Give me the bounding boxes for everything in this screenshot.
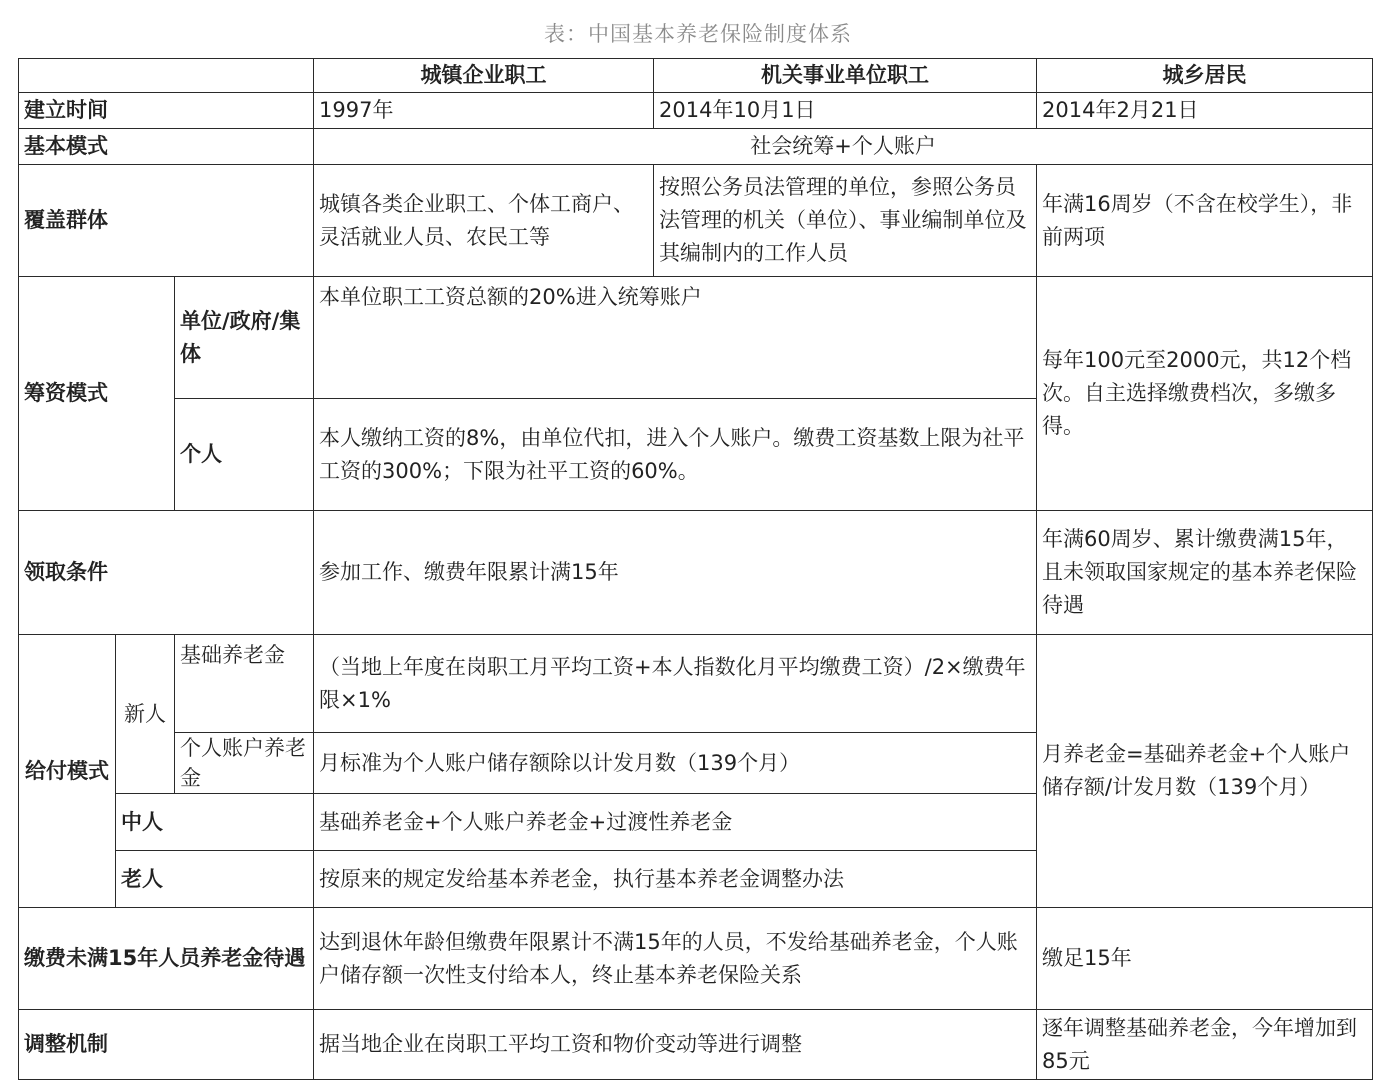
label-payout-new: 新人 (116, 635, 175, 794)
payout-middle-value: 基础养老金+个人账户养老金+过渡性养老金 (314, 794, 1037, 851)
header-urban-rural-resident: 城乡居民 (1037, 59, 1373, 93)
row-funding-unit (19, 277, 1373, 399)
mode-value: 社会统筹+个人账户 (314, 129, 1373, 165)
label-funding: 筹资模式 (19, 277, 175, 511)
label-under15: 缴费未满15年人员养老金待遇 (19, 908, 314, 1010)
label-funding-unit: 单位/政府/集体 (175, 277, 314, 399)
coverage-urban: 城镇各类企业职工、个体工商户、灵活就业人员、农民工等 (314, 165, 654, 277)
adjust-resident: 逐年调整基础养老金，今年增加到85元 (1037, 1010, 1373, 1080)
under15-resident: 缴足15年 (1037, 908, 1373, 1010)
header-row (19, 59, 1373, 93)
coverage-government: 按照公务员法管理的单位，参照公务员法管理的机关（单位）、事业编制单位及其编制内的工作人员 (654, 165, 1037, 277)
payout-basic-value: （当地上年度在岗职工月平均工资+本人指数化月平均缴费工资）/2×缴费年限×1% (314, 635, 1037, 733)
label-funding-individual: 个人 (175, 399, 314, 511)
establish-resident: 2014年2月21日 (1037, 93, 1373, 129)
under15-value: 达到退休年龄但缴费年限累计不满15年的人员，不发给基础养老金，个人账户储存额一次性支付给本人，终止基本养老保险关系 (314, 908, 1037, 1010)
label-eligibility: 领取条件 (19, 511, 314, 635)
eligibility-value: 参加工作、缴费年限累计满15年 (314, 511, 1037, 635)
eligibility-resident: 年满60周岁、累计缴费满15年，且未领取国家规定的基本养老保险待遇 (1037, 511, 1373, 635)
coverage-resident: 年满16周岁（不含在校学生），非前两项 (1037, 165, 1373, 277)
row-under15 (19, 908, 1373, 1010)
label-payout: 给付模式 (19, 635, 116, 908)
funding-resident: 每年100元至2000元，共12个档次。自主选择缴费档次，多缴多得。 (1037, 277, 1373, 511)
pension-system-table (18, 58, 1373, 1080)
label-coverage: 覆盖群体 (19, 165, 314, 277)
label-establish: 建立时间 (19, 93, 314, 129)
label-adjust: 调整机制 (19, 1010, 314, 1080)
row-payout-basic (19, 635, 1373, 733)
row-eligibility (19, 511, 1373, 635)
label-payout-old: 老人 (116, 851, 314, 908)
adjust-value: 据当地企业在岗职工平均工资和物价变动等进行调整 (314, 1010, 1037, 1080)
row-mode (19, 129, 1373, 165)
row-adjust (19, 1010, 1373, 1080)
establish-government: 2014年10月1日 (654, 93, 1037, 129)
header-urban-enterprise: 城镇企业职工 (314, 59, 654, 93)
label-payout-basic: 基础养老金 (175, 635, 314, 733)
row-establish (19, 93, 1373, 129)
establish-urban: 1997年 (314, 93, 654, 129)
payout-resident: 月养老金=基础养老金+个人账户储存额/计发月数（139个月） (1037, 635, 1373, 908)
funding-individual-value: 本人缴纳工资的8%，由单位代扣，进入个人账户。缴费工资基数上限为社平工资的300%；下限为社平工资的60%。 (314, 399, 1037, 511)
label-payout-middle: 中人 (116, 794, 314, 851)
payout-personal-value: 月标准为个人账户储存额除以计发月数（139个月） (314, 733, 1037, 794)
header-corner (19, 59, 314, 93)
row-coverage (19, 165, 1373, 277)
header-government-institution: 机关事业单位职工 (654, 59, 1037, 93)
label-mode: 基本模式 (19, 129, 314, 165)
funding-unit-value: 本单位职工工资总额的20%进入统筹账户 (314, 277, 1037, 399)
table-title: 表：中国基本养老保险制度体系 (544, 22, 852, 46)
label-payout-personal: 个人账户养老金 (175, 733, 314, 794)
payout-old-value: 按原来的规定发给基本养老金，执行基本养老金调整办法 (314, 851, 1037, 908)
